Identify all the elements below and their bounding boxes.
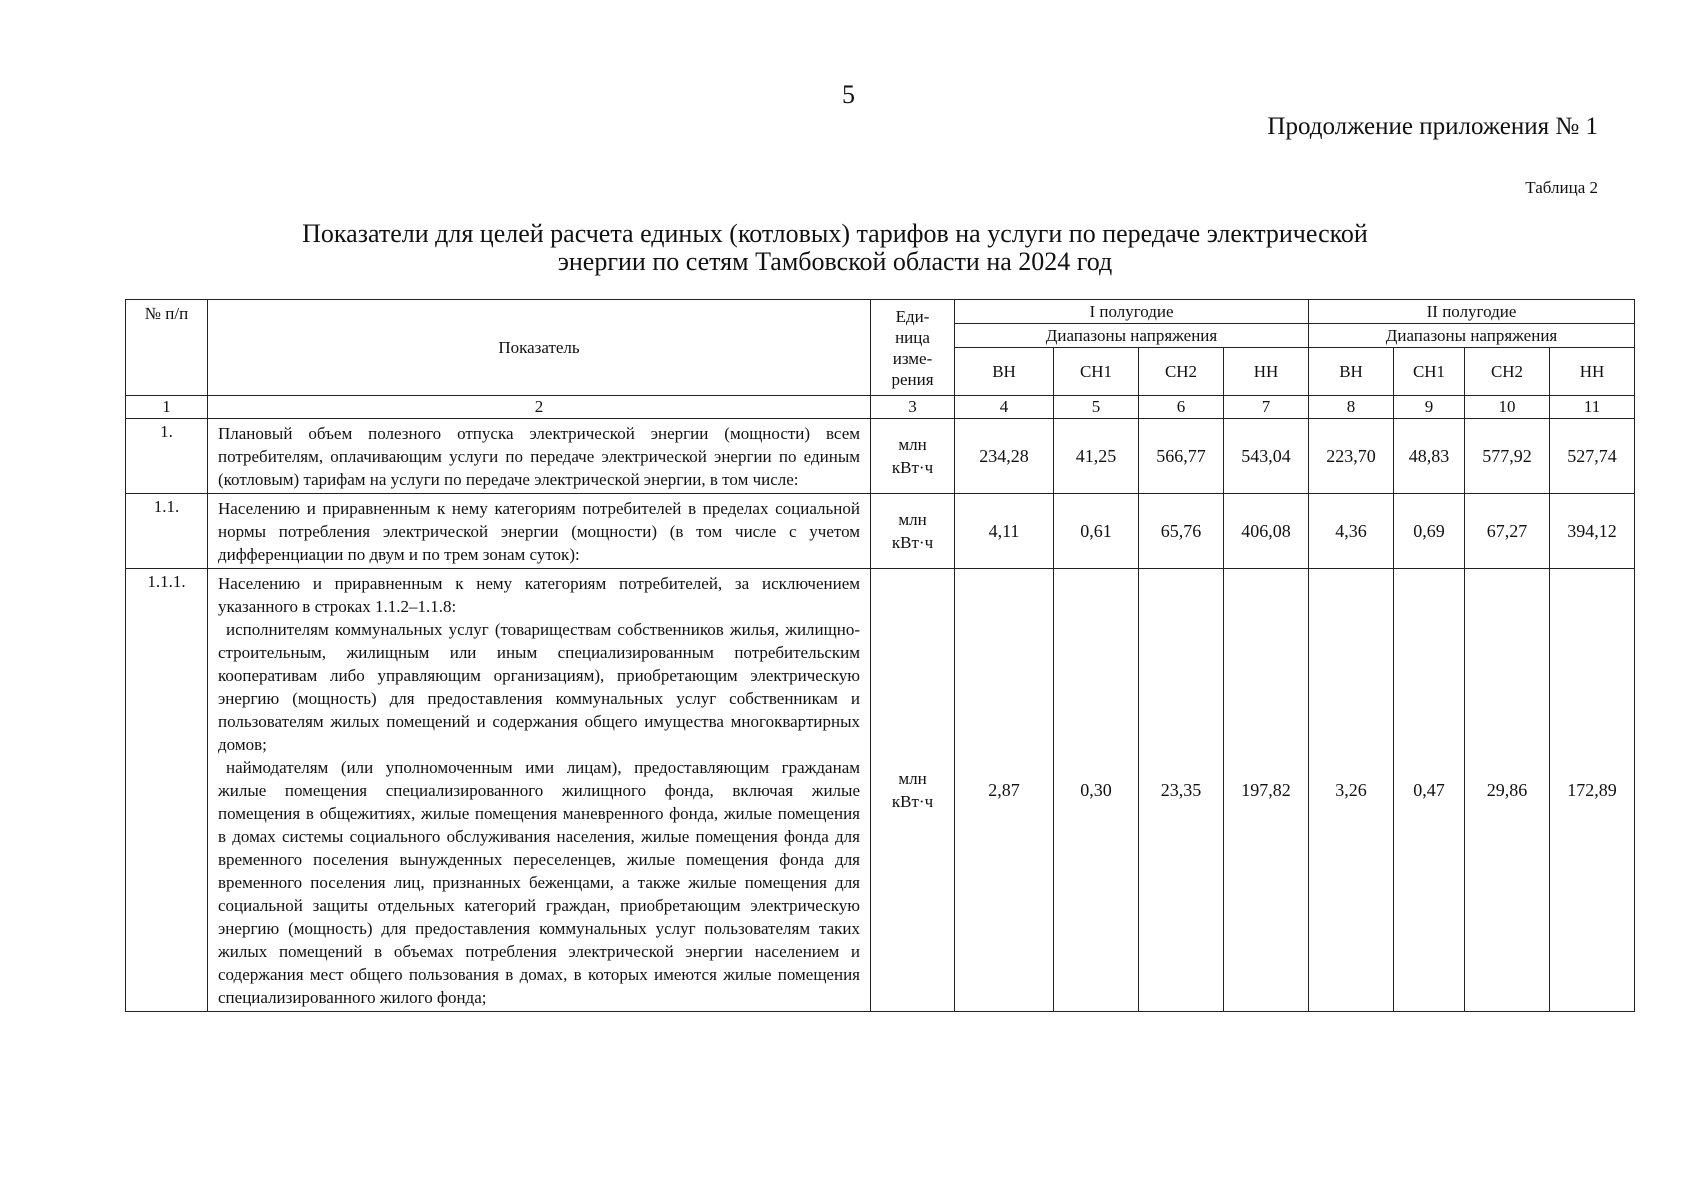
column-number: 7	[1224, 396, 1309, 419]
unit-line-1: млн	[898, 769, 927, 788]
column-number: 4	[955, 396, 1054, 419]
value-cell: 566,77	[1139, 419, 1224, 494]
header-level-vn: ВН	[955, 348, 1054, 396]
value-cell: 577,92	[1465, 419, 1550, 494]
unit-line-1: млн	[898, 435, 927, 454]
column-number: 5	[1054, 396, 1139, 419]
column-number: 10	[1465, 396, 1550, 419]
description-paragraph: исполнителям коммунальных услуг (товариществам собственников жилья, жилищно-строительным, жилищным или иным специализированным потребительским кооперативам либо управляющим организациям), приобретающим электрическую энергию (мощность) для предоставления коммунальных услуг собственникам и пользователям жилых помещений и содержания общего имущества многоквартирных домов;	[218, 620, 860, 754]
description-paragraph: Населению и приравненным к нему категориям потребителей в пределах социальной нормы потребления электрической энергии (мощности) (в том числе с учетом дифференциации по двум и по трем зонам суток):	[218, 499, 860, 564]
value-cell: 234,28	[955, 419, 1054, 494]
value-cell: 29,86	[1465, 569, 1550, 1012]
header-half-1: I полугодие	[955, 300, 1309, 324]
row-unit	[871, 569, 955, 1012]
column-number: 6	[1139, 396, 1224, 419]
column-number: 2	[208, 396, 871, 419]
value-cell: 0,30	[1054, 569, 1139, 1012]
header-indicator: Показатель	[208, 300, 871, 396]
table-row	[126, 419, 1635, 494]
value-cell: 197,82	[1224, 569, 1309, 1012]
header-unit-line-4: рения	[891, 369, 934, 389]
description-paragraph: наймодателям (или уполномоченным ими лицам), предоставляющим гражданам жилые помещения специализированного жилищного фонда, включая жилые помещения в общежитиях, жилые помещения маневренного фонда, жилые помещения в домах системы социального обслуживания населения, жилые помещения фонда для временного поселения вынужденных переселенцев, жилые помещения фонда для временного поселения лиц, признанных беженцами, а также жилые помещения для социальной защиты отдельных категорий граждан, приобретающим электрическую энергию (мощность) для предоставления коммунальных услуг пользователям таких жилых помещений в объемах потребления электрической энергии населением и содержания мест общего пользования в домах, в которых имеются жилые помещения специализированного жилого фонда;	[218, 758, 860, 1007]
title-line-1: Показатели для целей расчета единых (котловых) тарифов на услуги по передаче электрической	[302, 219, 1368, 248]
value-cell: 3,26	[1309, 569, 1394, 1012]
row-number: 1.1.	[126, 494, 208, 569]
description-paragraph: Населению и приравненным к нему категориям потребителей, за исключением указанного в строках 1.1.2–1.1.8:	[218, 574, 860, 616]
page-number: 5	[842, 80, 855, 109]
row-unit	[871, 494, 955, 569]
unit-line-2: кВт·ч	[891, 458, 934, 477]
value-cell: 0,47	[1394, 569, 1465, 1012]
header-level-sn2: СН2	[1465, 348, 1550, 396]
table-label: Таблица 2	[1525, 178, 1598, 197]
row-number: 1.	[126, 419, 208, 494]
value-cell: 23,35	[1139, 569, 1224, 1012]
header-level-nn: НН	[1550, 348, 1635, 396]
value-cell: 172,89	[1550, 569, 1635, 1012]
table-row	[126, 494, 1635, 569]
value-cell: 406,08	[1224, 494, 1309, 569]
column-number: 1	[126, 396, 208, 419]
unit-line-2: кВт·ч	[891, 792, 934, 811]
value-cell: 0,61	[1054, 494, 1139, 569]
header-half-2: II полугодие	[1309, 300, 1635, 324]
column-number: 11	[1550, 396, 1635, 419]
value-cell: 4,11	[955, 494, 1054, 569]
header-level-sn2: СН2	[1139, 348, 1224, 396]
value-cell: 2,87	[955, 569, 1054, 1012]
value-cell: 65,76	[1139, 494, 1224, 569]
unit-line-1: млн	[898, 510, 927, 529]
table-title	[240, 220, 1430, 276]
column-number: 3	[871, 396, 955, 419]
header-level-sn1: СН1	[1394, 348, 1465, 396]
header-unit-line-2: ница	[895, 327, 930, 347]
column-numbers-row	[126, 396, 1635, 419]
unit-line-2: кВт·ч	[891, 533, 934, 552]
column-number: 9	[1394, 396, 1465, 419]
header-unit-line-1: Еди-	[895, 306, 930, 326]
row-unit	[871, 419, 955, 494]
row-description	[208, 569, 871, 1012]
header-unit	[871, 300, 955, 396]
header-ranges-1: Диапазоны напряжения	[955, 324, 1309, 348]
row-description	[208, 494, 871, 569]
value-cell: 67,27	[1465, 494, 1550, 569]
value-cell: 48,83	[1394, 419, 1465, 494]
value-cell: 527,74	[1550, 419, 1635, 494]
value-cell: 394,12	[1550, 494, 1635, 569]
header-level-nn: НН	[1224, 348, 1309, 396]
header-level-sn1: СН1	[1054, 348, 1139, 396]
value-cell: 0,69	[1394, 494, 1465, 569]
header-ranges-2: Диапазоны напряжения	[1309, 324, 1635, 348]
description-paragraph: Плановый объем полезного отпуска электрической энергии (мощности) всем потребителям, оплачивающим услуги по передаче электрической энергии по единым (котловым) тарифам на услуги по передаче электрической энергии, в том числе:	[218, 424, 860, 489]
header-level-vn: ВН	[1309, 348, 1394, 396]
table-row	[126, 569, 1635, 1012]
value-cell: 4,36	[1309, 494, 1394, 569]
value-cell: 223,70	[1309, 419, 1394, 494]
indicators-table	[125, 299, 1635, 1012]
row-description	[208, 419, 871, 494]
value-cell: 41,25	[1054, 419, 1139, 494]
value-cell: 543,04	[1224, 419, 1309, 494]
header-unit-line-3: изме-	[892, 348, 933, 368]
row-number: 1.1.1.	[126, 569, 208, 1012]
appendix-continuation: Продолжение приложения № 1	[1267, 113, 1598, 140]
header-num: № п/п	[126, 300, 208, 396]
column-number: 8	[1309, 396, 1394, 419]
title-line-2: энергии по сетям Тамбовской области на 2024 год	[557, 247, 1113, 276]
